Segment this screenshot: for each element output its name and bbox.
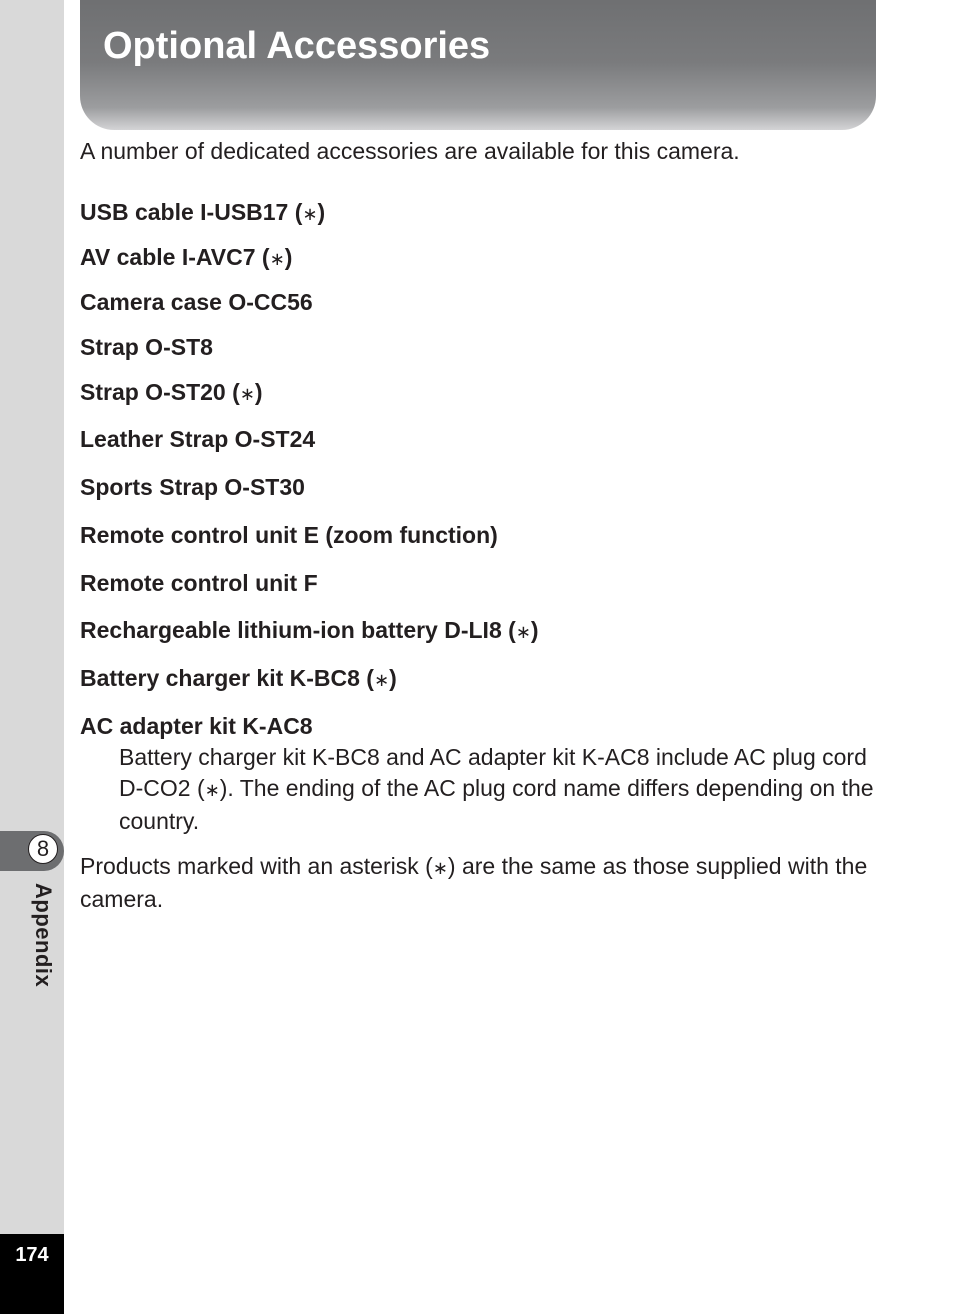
- accessory-name: Rechargeable lithium-ion battery D-LI8 (: [80, 617, 516, 643]
- accessory-item: AV cable I-AVC7 (∗): [80, 244, 293, 270]
- accessory-item: [80, 425, 315, 453]
- chapter-number: 8: [28, 834, 58, 864]
- accessory-name: Remote control unit F: [80, 570, 318, 596]
- page-title: Optional Accessories: [103, 25, 491, 67]
- accessory-item: [80, 712, 313, 740]
- footnote-text: Products marked with an asterisk (: [80, 853, 433, 879]
- asterisk-icon: ∗: [515, 622, 531, 643]
- intro-text: A number of dedicated accessories are available for this camera.: [80, 138, 740, 164]
- accessory-item: Strap O-ST20 (∗): [80, 379, 263, 405]
- accessory-name: Strap O-ST8: [80, 334, 213, 360]
- accessory-name: AC adapter kit K-AC8: [80, 713, 313, 739]
- accessory-name: Strap O-ST20 (: [80, 379, 240, 405]
- accessory-name: Remote control unit E (zoom function): [80, 522, 498, 548]
- asterisk-icon: ∗: [302, 204, 318, 225]
- accessory-name: USB cable I-USB17 (: [80, 199, 303, 225]
- accessory-item: [80, 288, 313, 316]
- accessory-item: USB cable I-USB17 (∗): [80, 199, 326, 225]
- asterisk-icon: ∗: [373, 670, 390, 691]
- accessory-item: Battery charger kit K-BC8 (∗): [80, 665, 397, 691]
- note-text: ). The ending of the AC plug cord name differs depending on the country.: [119, 774, 874, 834]
- footnote-text: ) are the same as those supplied with the camera.: [80, 853, 868, 912]
- asterisk-icon: ∗: [432, 858, 448, 879]
- accessory-item: [80, 521, 498, 549]
- accessory-name: Sports Strap O-ST30: [80, 474, 305, 500]
- accessory-name: Battery charger kit K-BC8 (: [80, 665, 374, 691]
- page-number: 174: [15, 1244, 49, 1266]
- accessory-item: [80, 473, 305, 501]
- asterisk-icon: ∗: [239, 384, 255, 405]
- note-text: Battery charger kit K-BC8 and AC adapter kit K-AC8 include AC plug cord D-CO2 (: [119, 744, 867, 801]
- accessory-name: Leather Strap O-ST24: [80, 426, 316, 452]
- side-strip: [0, 0, 64, 1314]
- accessory-name: AV cable I-AVC7 (: [80, 244, 270, 270]
- accessory-item: [80, 569, 318, 597]
- chapter-label: Appendix: [31, 883, 56, 988]
- asterisk-footnote: [80, 851, 870, 915]
- accessory-item: [80, 333, 213, 361]
- asterisk-icon: ∗: [269, 249, 285, 270]
- ac-adapter-note: [119, 742, 879, 837]
- accessory-name: Camera case O-CC56: [80, 289, 313, 315]
- accessory-item: Rechargeable lithium-ion battery D-LI8 (∗): [80, 617, 539, 643]
- asterisk-icon: ∗: [204, 779, 220, 801]
